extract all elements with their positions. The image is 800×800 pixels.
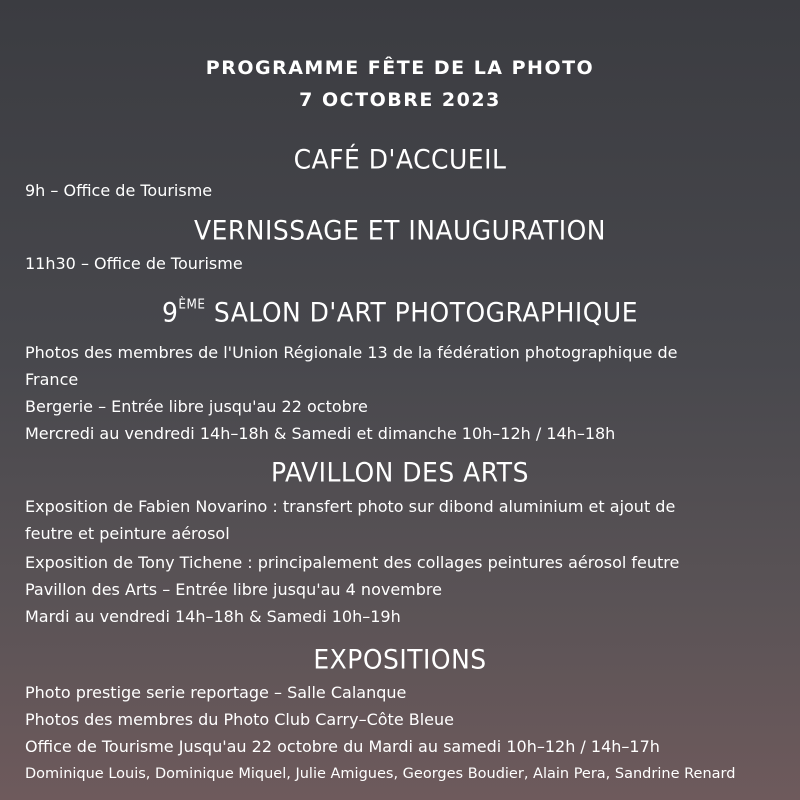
programme-title: PROGRAMME FÊTE DE LA PHOTO: [205, 57, 595, 79]
salon-heading-rest: SALON D'ART PHOTOGRAPHIQUE: [205, 296, 639, 329]
cafe-line: 9h – Office de Tourisme: [25, 181, 213, 200]
pavillon-line-2: feutre et peinture aérosol: [25, 524, 230, 543]
salon-heading-superscript: ÈME: [178, 296, 206, 312]
salon-line-1: Photos des membres de l'Union Régionale 13 de la fédération photographique de: [25, 343, 678, 362]
pavillon-line-3: Exposition de Tony Tichene : principalement des collages peintures aérosol feutre: [25, 553, 680, 572]
section-heading-cafe: CAFÉ D'ACCUEIL: [293, 143, 507, 176]
pavillon-line-1: Exposition de Fabien Novarino : transfert photo sur dibond aluminium et ajout de: [25, 497, 676, 516]
section-heading-vernissage: VERNISSAGE ET INAUGURATION: [193, 214, 607, 247]
salon-line-2: France: [25, 370, 79, 389]
section-heading-salon: [0, 297, 800, 328]
pavillon-line-5: Mardi au vendredi 14h–18h & Samedi 10h–19h: [25, 607, 401, 626]
section-heading-expositions: EXPOSITIONS: [313, 643, 487, 676]
salon-line-4: Mercredi au vendredi 14h–18h & Samedi et dimanche 10h–12h / 14h–18h: [25, 424, 616, 443]
expositions-line-1: Photo prestige serie reportage – Salle Calanque: [25, 683, 407, 702]
vernissage-line: 11h30 – Office de Tourisme: [25, 254, 243, 273]
programme-date: 7 OCTOBRE 2023: [299, 89, 501, 111]
expositions-line-4: Dominique Louis, Dominique Miquel, Julie Amigues, Georges Boudier, Alain Pera, Sandrine Renard: [25, 766, 736, 782]
expositions-line-3: Office de Tourisme Jusqu'au 22 octobre du Mardi au samedi 10h–12h / 14h–17h: [25, 737, 660, 756]
section-heading-pavillon: PAVILLON DES ARTS: [271, 456, 529, 489]
salon-line-3: Bergerie – Entrée libre jusqu'au 22 octobre: [25, 397, 368, 416]
salon-heading-number: 9: [161, 296, 179, 329]
expositions-line-2: Photos des membres du Photo Club Carry–Côte Bleue: [25, 710, 454, 729]
pavillon-line-4: Pavillon des Arts – Entrée libre jusqu'au 4 novembre: [25, 580, 442, 599]
